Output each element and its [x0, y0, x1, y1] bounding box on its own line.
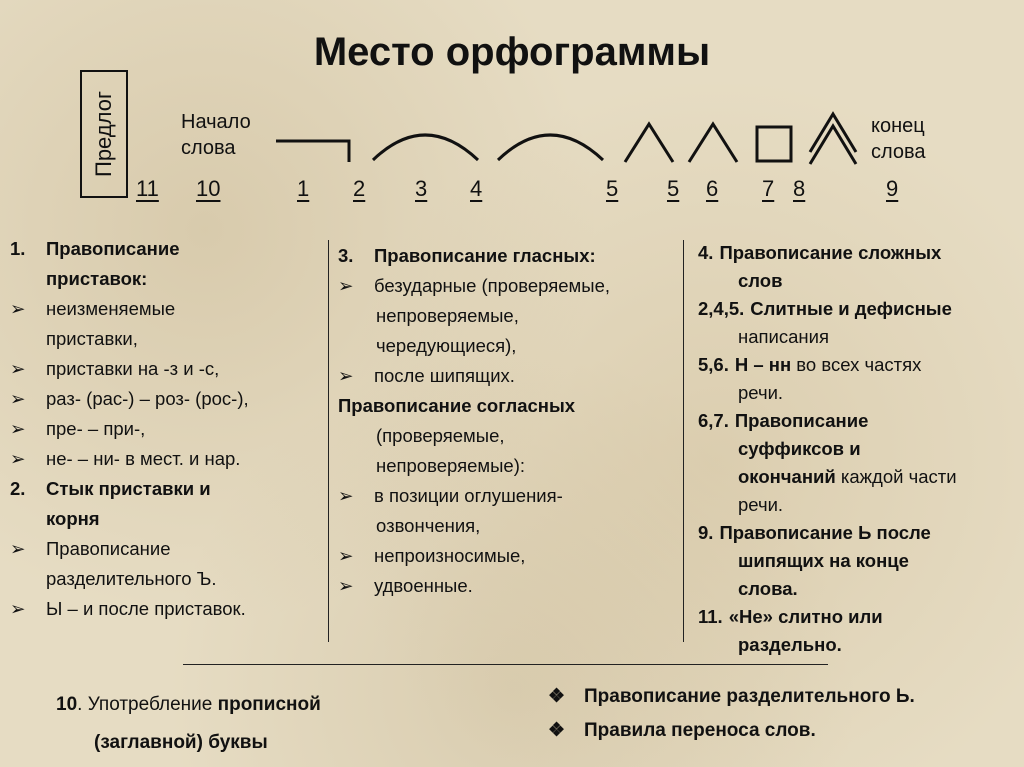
- pos-number: 4: [470, 176, 483, 201]
- item-text: Правописание сложных: [719, 242, 942, 263]
- list-item: [338, 331, 683, 361]
- list-item: [338, 271, 683, 301]
- column-prefixes: [10, 234, 325, 624]
- list-item: [698, 435, 1018, 463]
- list-item: [548, 714, 1018, 748]
- item-text: неизменяемые: [46, 298, 176, 319]
- item-number: 2.: [10, 478, 26, 499]
- item-text: непроверяемые,: [376, 305, 519, 326]
- suffix-symbol-3b: [810, 126, 856, 164]
- list-item: [698, 351, 1018, 379]
- item-text: раздельно.: [738, 634, 842, 655]
- item-text: безударные (проверяемые,: [374, 275, 610, 296]
- list-item: [338, 451, 683, 481]
- item-text: удвоенные.: [374, 575, 473, 596]
- item-text: приставки на -з и -с,: [46, 358, 220, 379]
- list-item: [10, 294, 325, 324]
- bullet-icon: ❖: [548, 686, 566, 707]
- pos-number: 6: [706, 176, 719, 201]
- item-text: написания: [738, 326, 829, 347]
- suffix-symbol-2: [689, 124, 737, 162]
- item-text: Правописание: [46, 238, 180, 259]
- pos-number: 9: [886, 176, 899, 201]
- list-item: [10, 384, 325, 414]
- item-number: 11.: [698, 606, 723, 627]
- bullet-icon: ➢: [338, 575, 354, 596]
- list-item: [10, 534, 325, 564]
- list-item: [698, 547, 1018, 575]
- item-number: 4.: [698, 242, 714, 263]
- list-item: [10, 324, 325, 354]
- pos-number: 5: [606, 176, 619, 201]
- item-text: Правописание: [734, 410, 869, 431]
- note-number: 10: [56, 694, 78, 715]
- list-item: [548, 680, 1018, 714]
- list-item: [698, 575, 1018, 603]
- item-text-rest: каждой части: [835, 466, 957, 487]
- pos-number: 1: [297, 176, 310, 201]
- item-text: разделительного Ъ.: [46, 568, 217, 589]
- suffix-symbol-3a: [810, 114, 856, 152]
- list-item: [698, 463, 1018, 491]
- item-text: (проверяемые,: [376, 425, 505, 446]
- item-text: непроверяемые):: [376, 455, 526, 476]
- pos-number: 5: [667, 176, 680, 201]
- bullet-icon: ➢: [338, 365, 354, 386]
- item-text: после шипящих.: [374, 365, 515, 386]
- item-text: речи.: [738, 382, 784, 403]
- item-number: 1.: [10, 238, 26, 259]
- item-text: непроизносимые,: [374, 545, 526, 566]
- list-item: [338, 481, 683, 511]
- list-item: [10, 234, 325, 264]
- pos-number: 11: [136, 176, 159, 201]
- list-item: [698, 295, 1018, 323]
- item-text: Стык приставки и: [46, 478, 211, 499]
- note-text-2b: буквы: [202, 732, 268, 753]
- pos-number: 7: [762, 176, 775, 201]
- item-text: окончаний: [738, 466, 836, 487]
- list-item: [698, 603, 1018, 631]
- item-text: Правописание: [46, 538, 171, 559]
- item-text: Правила переноса слов.: [584, 720, 816, 741]
- item-text: Н – нн: [734, 354, 792, 375]
- item-text: Ы – и после приставок.: [46, 598, 246, 619]
- ending-symbol: [757, 127, 791, 161]
- list-item: [10, 474, 325, 504]
- start-label-line1: Начало: [181, 111, 251, 133]
- root-arc-2: [498, 135, 603, 160]
- list-item: [698, 239, 1018, 267]
- list-item: [338, 571, 683, 601]
- item-number: 3.: [338, 245, 354, 266]
- item-number: 9.: [698, 522, 714, 543]
- pos-number: 3: [415, 176, 428, 201]
- extra-rules-list: [548, 680, 1018, 748]
- root-arc-1: [373, 135, 478, 160]
- bullet-icon: ➢: [338, 485, 354, 506]
- note-text-1b: прописной: [217, 694, 321, 715]
- item-text: слова.: [738, 578, 798, 599]
- item-text-rest: во всех частях: [791, 354, 922, 375]
- list-item: [698, 519, 1018, 547]
- item-text: в позиции оглушения-: [374, 485, 563, 506]
- bullet-icon: ➢: [10, 298, 26, 319]
- column-vowels-consonants: [338, 241, 683, 601]
- item-number: 2,4,5.: [698, 298, 745, 319]
- item-number: 5,6.: [698, 354, 729, 375]
- item-text: речи.: [738, 494, 784, 515]
- list-item: [698, 407, 1018, 435]
- list-item: [698, 323, 1018, 351]
- item-text: Правописание Ь после: [719, 522, 931, 543]
- bullet-icon: ➢: [10, 418, 26, 439]
- item-text: пре- – при-,: [46, 418, 146, 439]
- prefix-label: Предлог: [91, 91, 116, 177]
- capital-letter-note: [56, 686, 321, 762]
- prefix-symbol: [276, 141, 349, 162]
- column-compound-words: [698, 239, 1018, 659]
- bullet-icon: ➢: [10, 388, 26, 409]
- bullet-icon: ❖: [548, 720, 566, 741]
- list-item: [338, 391, 683, 421]
- note-text-1a: . Употребление: [77, 694, 218, 715]
- item-text: «Не» слитно или: [728, 606, 883, 627]
- suffix-symbol-1: [625, 124, 673, 162]
- end-label-line1: конец: [871, 115, 925, 137]
- item-text: суффиксов и: [738, 438, 861, 459]
- item-number: 6,7.: [698, 410, 729, 431]
- list-item: [338, 301, 683, 331]
- item-text: Правописание согласных: [338, 395, 576, 416]
- list-item: [10, 564, 325, 594]
- list-item: [338, 421, 683, 451]
- item-text: приставки,: [46, 328, 138, 349]
- list-item: [10, 264, 325, 294]
- bullet-icon: ➢: [338, 545, 354, 566]
- list-item: [338, 541, 683, 571]
- page-title: Место орфограммы: [313, 30, 711, 74]
- pos-number: 8: [793, 176, 806, 201]
- pos-number: 2: [353, 176, 366, 201]
- list-item: [698, 491, 1018, 519]
- item-text: слов: [738, 270, 783, 291]
- list-item: [10, 414, 325, 444]
- item-text: шипящих на конце: [738, 550, 909, 571]
- list-item: [338, 241, 683, 271]
- bullet-icon: ➢: [10, 448, 26, 469]
- item-text: Правописание гласных:: [374, 245, 596, 266]
- column-divider: [683, 240, 684, 642]
- list-item: [698, 631, 1018, 659]
- item-text: Слитные и дефисные: [750, 298, 952, 319]
- bullet-icon: ➢: [10, 598, 26, 619]
- bullet-icon: ➢: [338, 275, 354, 296]
- list-item: [10, 354, 325, 384]
- pos-number: 10: [196, 176, 221, 201]
- note-text-2a: (заглавной): [94, 732, 203, 753]
- list-item: [338, 511, 683, 541]
- start-label-line2: слова: [181, 137, 236, 159]
- list-item: [698, 379, 1018, 407]
- item-text: Правописание разделительного Ь.: [584, 686, 915, 707]
- item-text: раз- (рас-) – роз- (рос-),: [46, 388, 249, 409]
- item-text: приставок:: [46, 268, 148, 289]
- list-item: [10, 594, 325, 624]
- list-item: [698, 267, 1018, 295]
- list-item: [338, 361, 683, 391]
- list-item: [10, 444, 325, 474]
- end-label-line2: слова: [871, 141, 926, 163]
- bullet-icon: ➢: [10, 358, 26, 379]
- item-text: не- – ни- в мест. и нар.: [46, 448, 241, 469]
- item-text: озвончения,: [376, 515, 481, 536]
- list-item: [10, 504, 325, 534]
- item-text: корня: [46, 508, 100, 529]
- column-divider: [328, 240, 329, 642]
- bullet-icon: ➢: [10, 538, 26, 559]
- item-text: чередующиеся),: [376, 335, 517, 356]
- bottom-divider: [183, 664, 828, 665]
